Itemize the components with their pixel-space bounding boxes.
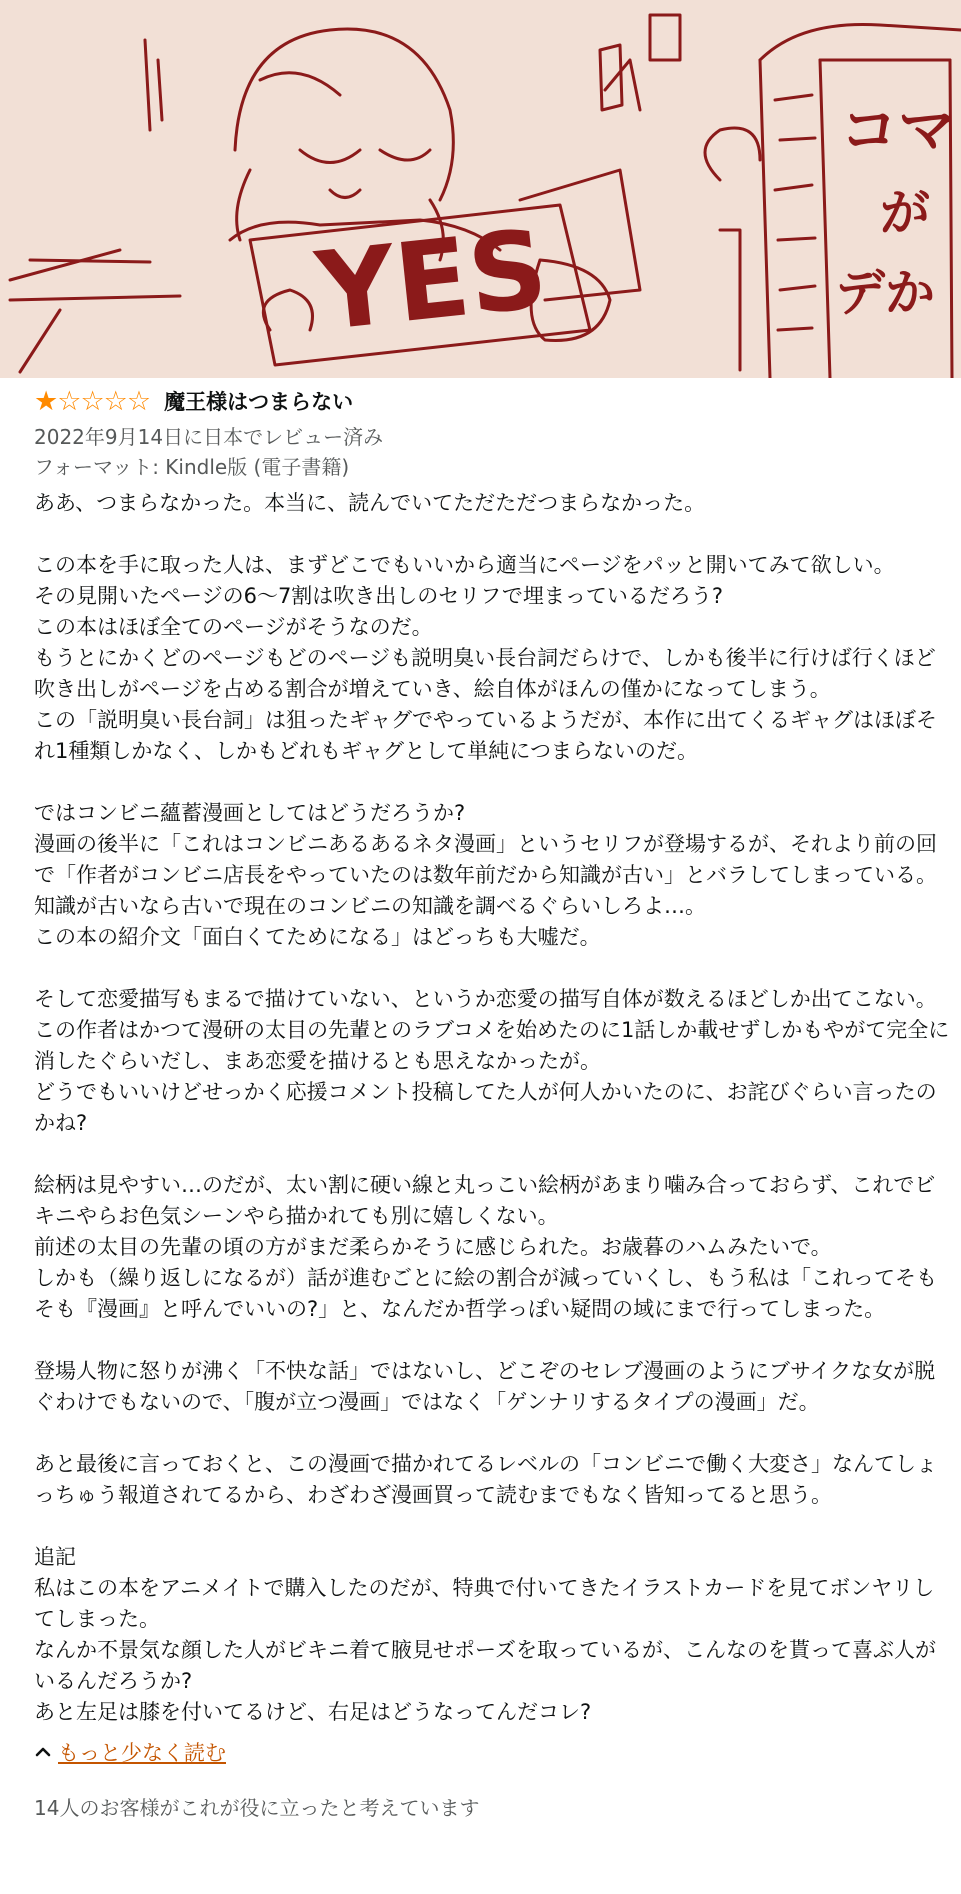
review-paragraph: あと最後に言っておくと、この漫画で描かれてるレベルの「コンビニで働く大変さ」なんてしょっちゅう報道されてるから、わざわざ漫画買って読むまでもなく皆知ってると思う。 bbox=[34, 1452, 937, 1507]
review-paragraph: もうとにかくどのページもどのページも説明臭い長台詞だらけで、しかも後半に行けば行くほど吹き出しがページを占める割合が増えていき、絵自体がほんの僅かになってしまう。 bbox=[34, 646, 936, 701]
review-paragraph: なんか不景気な顔した人がビキニ着て腋見せポーズを取っているが、こんなのを貰って喜ぶ人がいるんだろうか? bbox=[34, 1638, 936, 1693]
review-paragraph: 知識が古いなら古いで現在のコンビニの知識を調べるぐらいしろよ…。 bbox=[34, 894, 706, 918]
review-paragraph: ではコンビニ蘊蓄漫画としてはどうだろうか? bbox=[34, 801, 466, 825]
review-paragraph: そして恋愛描写もまるで描けていない、というか恋愛の描写自体が数えるほどしか出てこない。 bbox=[34, 987, 937, 1011]
review-paragraph bbox=[34, 1418, 950, 1449]
star-empty-icon: ☆ bbox=[103, 385, 127, 417]
customer-review bbox=[34, 378, 950, 1821]
star-empty-icon: ☆ bbox=[80, 385, 104, 417]
review-paragraph bbox=[34, 953, 950, 984]
review-paragraph bbox=[34, 519, 950, 550]
review-paragraph bbox=[34, 1325, 950, 1356]
review-date: 2022年9月14日に日本でレビュー済み bbox=[34, 425, 384, 449]
review-paragraph: あと左足は膝を付いてるけど、右足はどうなってんだコレ? bbox=[34, 1700, 592, 1724]
review-paragraph bbox=[34, 1511, 950, 1542]
review-image[interactable] bbox=[0, 0, 961, 378]
star-empty-icon: ☆ bbox=[57, 385, 81, 417]
review-format: フォーマット: Kindle版 (電子書籍) bbox=[34, 455, 350, 479]
read-less-toggle[interactable] bbox=[34, 1734, 950, 1770]
review-paragraph: 絵柄は見やすい…のだが、太い割に硬い線と丸っこい絵柄があまり噛み合っておらず、これでビキニやらお色気シーンやら描かれても別に嬉しくない。 bbox=[34, 1173, 936, 1228]
read-less-link[interactable]: もっと少なく読む bbox=[58, 1741, 226, 1765]
hero-yes-text: YES bbox=[311, 207, 553, 356]
review-title[interactable]: 魔王様はつまらない bbox=[164, 390, 354, 414]
review-paragraph: ああ、つまらなかった。本当に、読んでいてただただつまらなかった。 bbox=[34, 491, 706, 515]
review-paragraph: 追記 bbox=[34, 1545, 76, 1569]
review-paragraph: 漫画の後半に「これはコンビニあるあるネタ漫画」というセリフが登場するが、それより前の回で「作者がコンビニ店長をやっていたのは数年前だから知識が古い」とバラしてしまっている。 bbox=[34, 832, 937, 887]
hero-ga-text: が bbox=[880, 184, 930, 242]
chevron-up-icon bbox=[34, 1743, 52, 1761]
review-paragraph: この本の紹介文「面白くてためになる」はどっちも大嘘だ。 bbox=[34, 925, 601, 949]
star-empty-icon: ☆ bbox=[126, 385, 151, 417]
review-paragraph: しかも（繰り返しになるが）話が進むごとに絵の割合が減っていくし、もう私は「これってそもそも『漫画』と呼んでいいの?」と、なんだか哲学っぽい疑問の域にまで行ってしまった。 bbox=[34, 1266, 937, 1321]
star-filled-icon: ★ bbox=[34, 385, 58, 417]
review-paragraph: 登場人物に怒りが沸く「不快な話」ではないし、どこぞのセレブ漫画のようにブサイクな女が脱ぐわけでもないので、「腹が立つ漫画」ではなく「ゲンナリするタイプの漫画」だ。 bbox=[34, 1359, 936, 1414]
review-paragraph: 前述の太目の先輩の頃の方がまだ柔らかそうに感じられた。お歳暮のハムみたいで。 bbox=[34, 1235, 832, 1259]
review-paragraph bbox=[34, 1139, 950, 1170]
review-paragraph: 私はこの本をアニメイトで購入したのだが、特典で付いてきたイラストカードを見てボンヤリしてしまった。 bbox=[34, 1576, 935, 1631]
helpful-count: 14人のお客様がこれが役に立ったと考えています bbox=[34, 1796, 480, 1820]
review-body bbox=[34, 488, 950, 1728]
review-paragraph: その見開いたページの6〜7割は吹き出しのセリフで埋まっているだろう? bbox=[34, 584, 724, 608]
manga-illustration bbox=[0, 0, 961, 378]
star-rating[interactable] bbox=[34, 385, 151, 417]
hero-koma-text: コマ bbox=[840, 96, 957, 164]
hero-deka-text: デか bbox=[835, 264, 935, 322]
review-paragraph bbox=[34, 767, 950, 798]
review-paragraph: この本はほぼ全てのページがそうなのだ。 bbox=[34, 615, 433, 639]
review-paragraph: この本を手に取った人は、まずどこでもいいから適当にページをパッと開いてみて欲しい。 bbox=[34, 553, 895, 577]
review-paragraph: どうでもいいけどせっかく応援コメント投稿してた人が何人かいたのに、お詫びぐらい言ったのかね? bbox=[34, 1080, 937, 1135]
review-paragraph: この作者はかつて漫研の太目の先輩とのラブコメを始めたのに1話しか載せずしかもやがて完全に消したぐらいだし、まあ恋愛を描けるとも思えなかったが。 bbox=[34, 1018, 950, 1073]
review-paragraph: この「説明臭い長台詞」は狙ったギャグでやっているようだが、本作に出てくるギャグはほぼそれ1種類しかなく、しかもどれもギャグとして単純につまらないのだ。 bbox=[34, 708, 937, 763]
review-title-row bbox=[34, 380, 950, 422]
